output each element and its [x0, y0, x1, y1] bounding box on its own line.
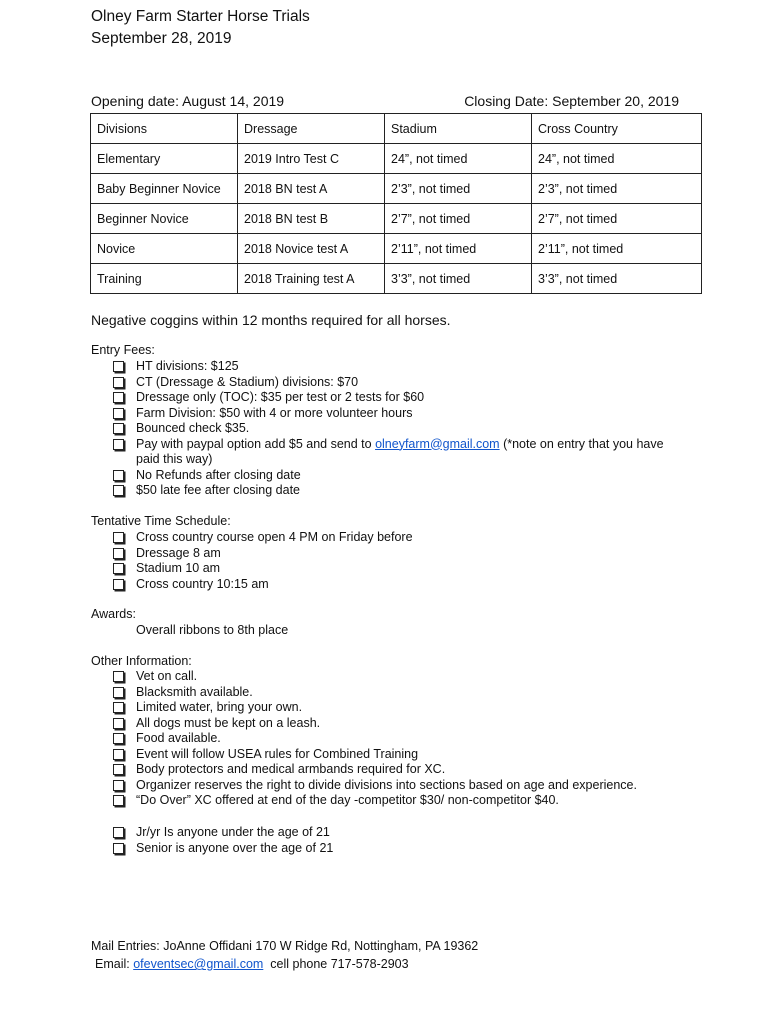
table-header-cell: Cross Country — [532, 114, 702, 144]
divisions-table — [90, 113, 702, 294]
checkbox-bullet-icon — [113, 377, 124, 388]
opening-date: Opening date: August 14, 2019 — [91, 93, 285, 109]
table-cell: 2018 BN test B — [238, 204, 385, 234]
table-header-row — [91, 114, 702, 144]
table-cell: Novice — [91, 234, 238, 264]
table-cell: Training — [91, 264, 238, 294]
awards-label: Awards: — [91, 607, 136, 621]
list-item: Senior is anyone over the age of 21 — [113, 841, 713, 857]
list-item: Stadium 10 am — [113, 561, 713, 577]
table-cell: 2019 Intro Test C — [238, 144, 385, 174]
checkbox-bullet-icon — [113, 548, 124, 559]
table-header-cell: Dressage — [238, 114, 385, 144]
checkbox-bullet-icon — [113, 702, 124, 713]
checkbox-bullet-icon — [113, 733, 124, 744]
checkbox-bullet-icon — [113, 687, 124, 698]
table-cell: 2018 Novice test A — [238, 234, 385, 264]
table-row — [91, 144, 702, 174]
table-cell: Elementary — [91, 144, 238, 174]
table-cell: 2’3”, not timed — [385, 174, 532, 204]
event-date: September 28, 2019 — [91, 30, 232, 47]
list-item: Food available. — [113, 731, 713, 747]
list-item: “Do Over” XC offered at end of the day -competitor $30/ non-competitor $40. — [113, 793, 713, 809]
other-info-label: Other Information: — [91, 654, 192, 668]
table-cell: 2’11”, not timed — [532, 234, 702, 264]
table-cell: 2’11”, not timed — [385, 234, 532, 264]
coggins-note: Negative coggins within 12 months required for all horses. — [91, 312, 451, 328]
list-item: Event will follow USEA rules for Combined Training — [113, 747, 713, 763]
list-item: Vet on call. — [113, 669, 713, 685]
list-item: Limited water, bring your own. — [113, 700, 713, 716]
table-row — [91, 174, 702, 204]
list-item: Farm Division: $50 with 4 or more volunteer hours — [113, 406, 713, 422]
checkbox-bullet-icon — [113, 532, 124, 543]
checkbox-bullet-icon — [113, 439, 124, 450]
table-cell: 2’7”, not timed — [385, 204, 532, 234]
schedule-label: Tentative Time Schedule: — [91, 514, 231, 528]
list-item: Dressage 8 am — [113, 546, 713, 562]
checkbox-bullet-icon — [113, 671, 124, 682]
list-item: Body protectors and medical armbands required for XC. — [113, 762, 713, 778]
table-cell: 3’3”, not timed — [385, 264, 532, 294]
table-cell: 24”, not timed — [385, 144, 532, 174]
list-item: Dressage only (TOC): $35 per test or 2 tests for $60 — [113, 390, 713, 406]
checkbox-bullet-icon — [113, 361, 124, 372]
list-item: No Refunds after closing date — [113, 468, 713, 484]
contact-line: Email: ofeventsec@gmail.com cell phone 717-578-2903 — [95, 957, 409, 971]
page-title: Olney Farm Starter Horse Trials — [91, 8, 310, 25]
age-info-list — [113, 825, 713, 856]
checkbox-bullet-icon — [113, 579, 124, 590]
table-cell: Baby Beginner Novice — [91, 174, 238, 204]
checkbox-bullet-icon — [113, 764, 124, 775]
list-item: HT divisions: $125 — [113, 359, 713, 375]
paypal-email-link[interactable]: olneyfarm@gmail.com — [375, 436, 500, 451]
checkbox-bullet-icon — [113, 423, 124, 434]
list-item: Organizer reserves the right to divide divisions into sections based on age and experience. — [113, 778, 713, 794]
list-item: Jr/yr Is anyone under the age of 21 — [113, 825, 713, 841]
list-item: CT (Dressage & Stadium) divisions: $70 — [113, 375, 713, 391]
checkbox-bullet-icon — [113, 718, 124, 729]
checkbox-bullet-icon — [113, 408, 124, 419]
contact-email-link[interactable]: ofeventsec@gmail.com — [133, 957, 264, 971]
list-item: Blacksmith available. — [113, 685, 713, 701]
closing-date: Closing Date: September 20, 2019 — [464, 93, 679, 109]
checkbox-bullet-icon — [113, 843, 124, 854]
table-row — [91, 264, 702, 294]
table-cell: 2’7”, not timed — [532, 204, 702, 234]
checkbox-bullet-icon — [113, 470, 124, 481]
table-cell: Beginner Novice — [91, 204, 238, 234]
table-header-cell: Divisions — [91, 114, 238, 144]
checkbox-bullet-icon — [113, 780, 124, 791]
entry-fees-list — [113, 359, 713, 499]
table-row — [91, 234, 702, 264]
list-item: Cross country course open 4 PM on Friday before — [113, 530, 713, 546]
other-info-list — [113, 669, 713, 809]
schedule-list — [113, 530, 713, 592]
paypal-item: Pay with paypal option add $5 and send to olneyfarm@gmail.com (*note on entry that you have paid this way) — [113, 437, 676, 468]
checkbox-bullet-icon — [113, 749, 124, 760]
checkbox-bullet-icon — [113, 485, 124, 496]
checkbox-bullet-icon — [113, 563, 124, 574]
checkbox-bullet-icon — [113, 795, 124, 806]
mail-entries: Mail Entries: JoAnne Offidani 170 W Ridge Rd, Nottingham, PA 19362 — [91, 939, 479, 953]
table-cell: 2’3”, not timed — [532, 174, 702, 204]
list-item: Bounced check $35. — [113, 421, 713, 437]
list-item: All dogs must be kept on a leash. — [113, 716, 713, 732]
table-cell: 24”, not timed — [532, 144, 702, 174]
entry-fees-label: Entry Fees: — [91, 343, 155, 357]
table-cell: 2018 BN test A — [238, 174, 385, 204]
table-cell: 2018 Training test A — [238, 264, 385, 294]
table-row — [91, 204, 702, 234]
table-header-cell: Stadium — [385, 114, 532, 144]
list-item: $50 late fee after closing date — [113, 483, 713, 499]
awards-text: Overall ribbons to 8th place — [136, 623, 289, 637]
checkbox-bullet-icon — [113, 827, 124, 838]
checkbox-bullet-icon — [113, 392, 124, 403]
list-item: Cross country 10:15 am — [113, 577, 713, 593]
table-cell: 3’3”, not timed — [532, 264, 702, 294]
